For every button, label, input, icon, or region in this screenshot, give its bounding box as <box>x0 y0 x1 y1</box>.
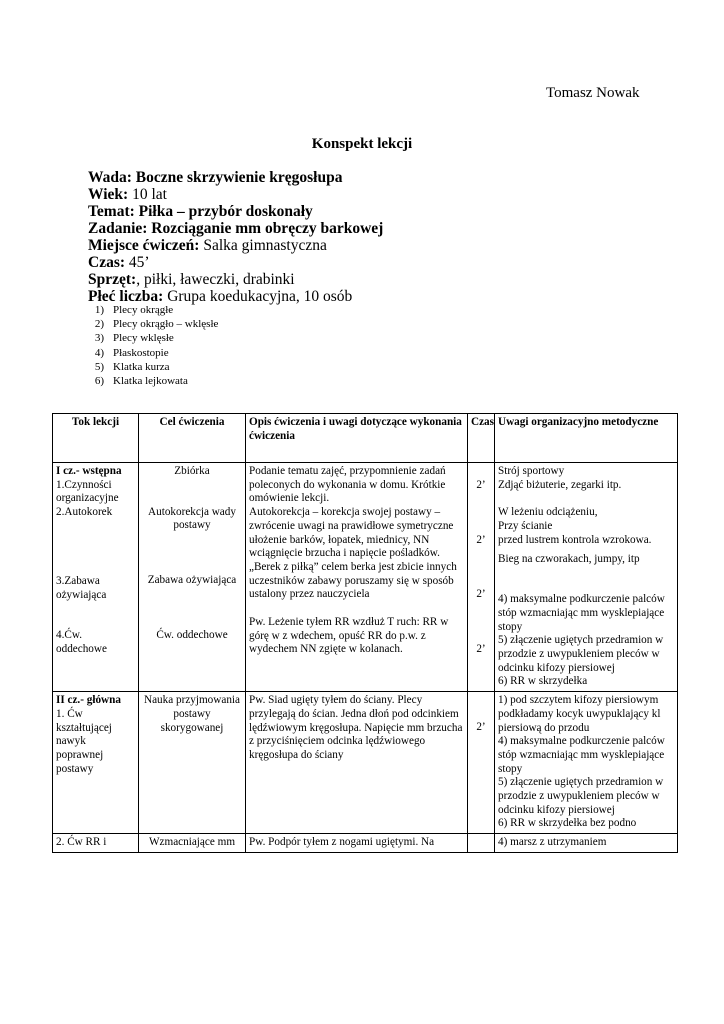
cell-time <box>468 834 495 853</box>
list-item: 4) Płaskostopie <box>94 346 169 359</box>
cell-course: I cz.- wstępna 1.Czynności organizacyjne 2.Autokorek 3.Zabawa ożywiająca 4.Ćw. oddechowe <box>53 463 139 692</box>
header-notes: Uwagi organizacyjno metodyczne <box>495 414 678 463</box>
list-item: 6) Klatka lejkowata <box>94 375 188 388</box>
cell-goal: Zbiórka Autokorekcja wady postawy Zabawa ożywiająca Ćw. oddechowe <box>139 463 246 692</box>
list-item: 3) Plecy wklęsłe <box>94 332 174 345</box>
header-description: Opis ćwiczenia i uwagi dotyczące wykonania ćwiczenia <box>246 414 468 463</box>
author-name: Tomasz Nowak <box>546 85 640 101</box>
list-item: 5) Klatka kurza <box>94 360 170 373</box>
cell-notes: 4) marsz z utrzymaniem <box>495 834 678 853</box>
meta-age: Wiek: 10 lat <box>88 186 167 203</box>
meta-defect: Wada: Boczne skrzywienie kręgosłupa <box>88 169 343 186</box>
table-row <box>53 463 678 692</box>
cell-description: Pw. Siad ugięty tyłem do ściany. Plecy przylegają do ścian. Jedna dłoń pod odcinkiem lędźwiowym kręgosłupa. Napięcie mm brzucha z przyciśnięciem odcinka lędźwiowego kręgosłupa do ściany <box>246 692 468 834</box>
table-row <box>53 834 678 853</box>
posture-defects-list <box>88 303 218 388</box>
cell-description: Pw. Podpór tyłem z nogami ugiętymi. Na <box>246 834 468 853</box>
meta-group: Płeć liczba: Grupa koedukacyjna, 10 osób <box>88 288 353 305</box>
header-course: Tok lekcji <box>53 414 139 463</box>
cell-course: II cz.- główna 1. Ćw kształtującej nawyk poprawnej postawy <box>53 692 139 834</box>
section-title: I cz.- wstępna <box>56 465 122 477</box>
header-goal: Cel ćwiczenia <box>139 414 246 463</box>
meta-topic: Temat: Piłka – przybór doskonały <box>88 203 313 220</box>
table-row <box>53 692 678 834</box>
lesson-table <box>52 413 678 853</box>
lesson-metadata <box>88 169 383 305</box>
cell-time: 2’ <box>468 692 495 834</box>
cell-notes: 1) pod szczytem kifozy piersiowym podkładamy kocyk uwypuklający kl piersiową do przodu 4) maksymalne podkurczenie palców stóp wzmacniając mm wysklepiające stopy 5) złączenie ugiętych przedramion w przodzie z uwypukleniem pleców w odcinku kifozy piersiowej 6) RR w skrzydełka bez podno <box>495 692 678 834</box>
meta-time: Czas: 45’ <box>88 254 150 271</box>
list-item: 2) Plecy okrągło – wklęsłe <box>94 318 219 331</box>
cell-course: 2. Ćw RR i <box>53 834 139 853</box>
cell-description: Podanie tematu zajęć, przypomnienie zadań poleconych do wykonania w domu. Krótkie omówienie lekcji. Autokorekcja – korekcja swojej postawy – zwrócenie uwagi na prawidłowe symetryczne ułożenie barków, łopatek, miednicy, NN wciągnięcie brzucha i napięcie pośladków. „Berek z piłką” celem berka jest zbicie innych uczestników zabawy poruszamy się w sposób ustalony przez nauczyciela Pw. Leżenie tyłem RR wzdłuż T ruch: RR w górę w z wdechem, opuść RR do p.w. z wydechem NN zgięte w kolanach. <box>246 463 468 692</box>
list-item: 1) Plecy okrągłe <box>94 304 174 316</box>
document-title: Konspekt lekcji <box>311 136 413 152</box>
section-title: II cz.- główna <box>56 694 121 707</box>
meta-task: Zadanie: Rozciąganie mm obręczy barkowej <box>88 220 384 237</box>
cell-goal: Nauka przyjmowania postawy skorygowanej <box>139 692 246 834</box>
cell-time: 2’ 2’ 2’ 2’ <box>468 463 495 692</box>
table-header-row <box>53 414 678 463</box>
meta-place: Miejsce ćwiczeń: Salka gimnastyczna <box>88 237 327 254</box>
meta-equipment: Sprzęt:, piłki, ławeczki, drabinki <box>88 271 295 288</box>
header-time: Czas <box>468 414 495 463</box>
cell-notes: Strój sportowy Zdjąć biżuterie, zegarki itp. W leżeniu odciążeniu, Przy ścianie przed lustrem kontrola wzrokowa. Bieg na czworakach, jumpy, itp 4) maksymalne podkurczenie palców stóp wzmacniając mm wysklepiające stopy 5) złączenie ugiętych przedramion w przodzie z uwypukleniem pleców w odcinku kifozy piersiowej 6) RR w skrzydełka <box>495 463 678 692</box>
cell-goal: Wzmacniające mm <box>139 834 246 853</box>
